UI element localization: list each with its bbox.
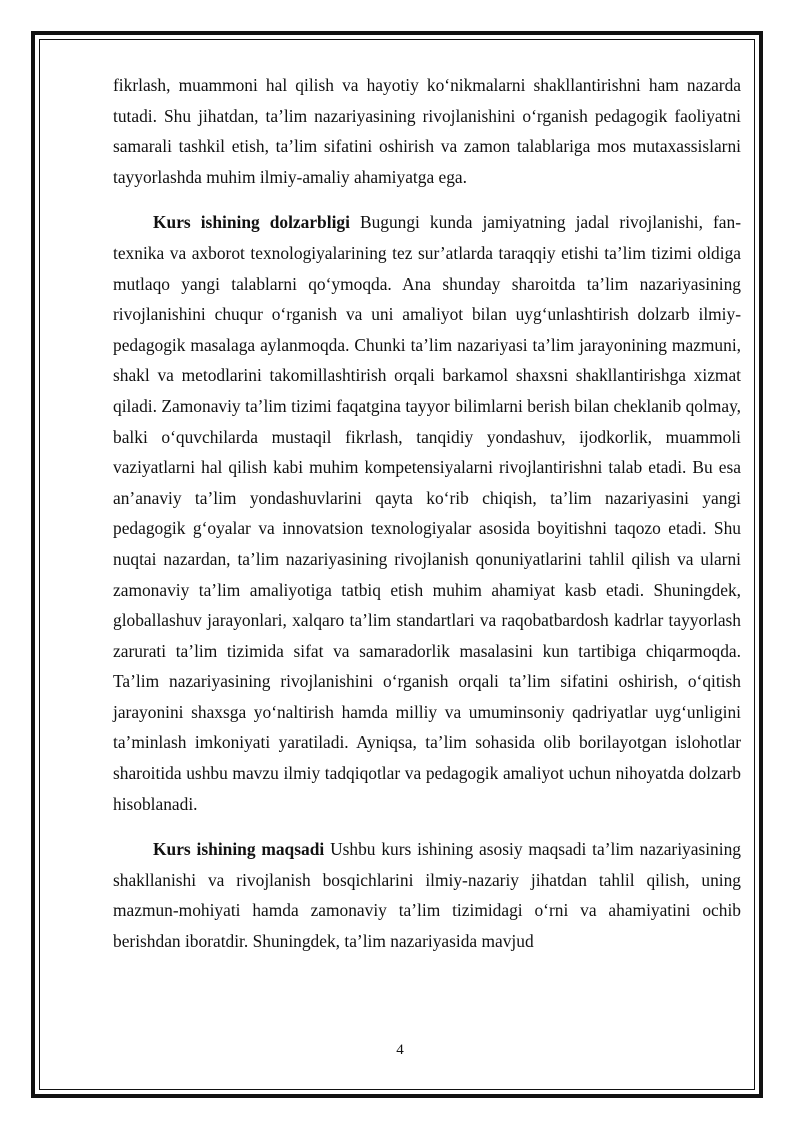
paragraph-maqsadi [113,834,741,956]
paragraph-text: Ushbu kurs ishining asosiy maqsadi ta’lim nazariyasining shakllanishi va rivojlanish bosqichlarini ilmiy-nazariy jihatdan tahlil qilish, uning mazmun-mohiyati hamda zamonaviy ta’lim tizimidagi o‘rni va ahamiyatini ochib berishdan iboratdir. Shuningdek, ta’lim nazariyasida mavjud [113,839,741,952]
body-text [113,70,741,957]
section-heading-dolzarbligi: Kurs ishining dolzarbligi [153,212,350,233]
paragraph-continuation [113,70,741,192]
paragraph-text: Bugungi kunda jamiyatning jadal rivojlanishi, fan-texnika va axborot texnologiyalarining tez sur’atlarda taraqqiy etishi ta’lim tizimi oldiga mutlaqo yangi talablarni qo‘ymoqda. Ana shunday sharoitda ta’lim nazariyasining rivojlanishini chuqur o‘rganish va uni amaliyot bilan uyg‘unlashtirish dolzarb ilmiy-pedagogik masalaga aylanmoqda. Chunki ta’lim nazariyasi ta’lim jarayonining mazmuni, shakl va metodlarini takomillashtirish orqali barkamol shaxsni shakllantirishga xizmat qiladi. Zamonaviy ta’lim tizimi faqatgina tayyor bilimlarni berish bilan cheklanib qolmay, balki o‘quvchilarda mustaqil fikrlash, tanqidiy yondashuv, ijodkorlik, muammoli vaziyatlarni hal qilish kabi muhim kompetensiyalarni rivojlantirishni talab etadi. Bu esa an’anaviy ta’lim yondashuvlarini qayta ko‘rib chiqish, ta’lim nazariyasini yangi pedagogik g‘oyalar va innovatsion texnologiyalar asosida boyitishni taqozo etadi. Shu nuqtai nazardan, ta’lim nazariyasining rivojlanish qonuniyatlarini tahlil qilish va ularni zamonaviy ta’lim amaliyotiga tatbiq etish muhim ahamiyat kasb etadi. Shuningdek, globallashuv jarayonlari, xalqaro ta’lim standartlari va raqobatbardosh kadrlar tayyorlash zarurati ta’lim tizimida sifat va samaradorlik masalasini kun tartibiga chiqarmoqda. Ta’lim nazariyasining rivojlanishini o‘rganish orqali ta’lim sifatini oshirish, o‘qitish jarayonini shaxsga yo‘naltirish hamda milliy va umuminsoniy qadriyatlar uyg‘unligini ta’minlash imkoniyati yaratiladi. Ayniqsa, ta’lim sohasida olib borilayotgan islohotlar sharoitida ushbu mavzu ilmiy tadqiqotlar va pedagogik amaliyot uchun nihoyatda dolzarb hisoblanadi. [113,212,741,814]
page-number: 4 [396,1042,404,1058]
paragraph-text: fikrlash, muammoni hal qilish va hayotiy ko‘nikmalarni shakllantirishni ham nazarda tutadi. Shu jihatdan, ta’lim nazariyasining rivojlanishini o‘rganish pedagogik faoliyatni samarali tashkil etish, ta’lim sifatini oshirish va zamon talablariga mos mutaxassislarni tayyorlashda muhim ilmiy-amaliy ahamiyatga ega. [113,75,741,187]
paragraph-dolzarbligi [113,207,741,819]
section-heading-maqsadi: Kurs ishining maqsadi [153,839,325,860]
